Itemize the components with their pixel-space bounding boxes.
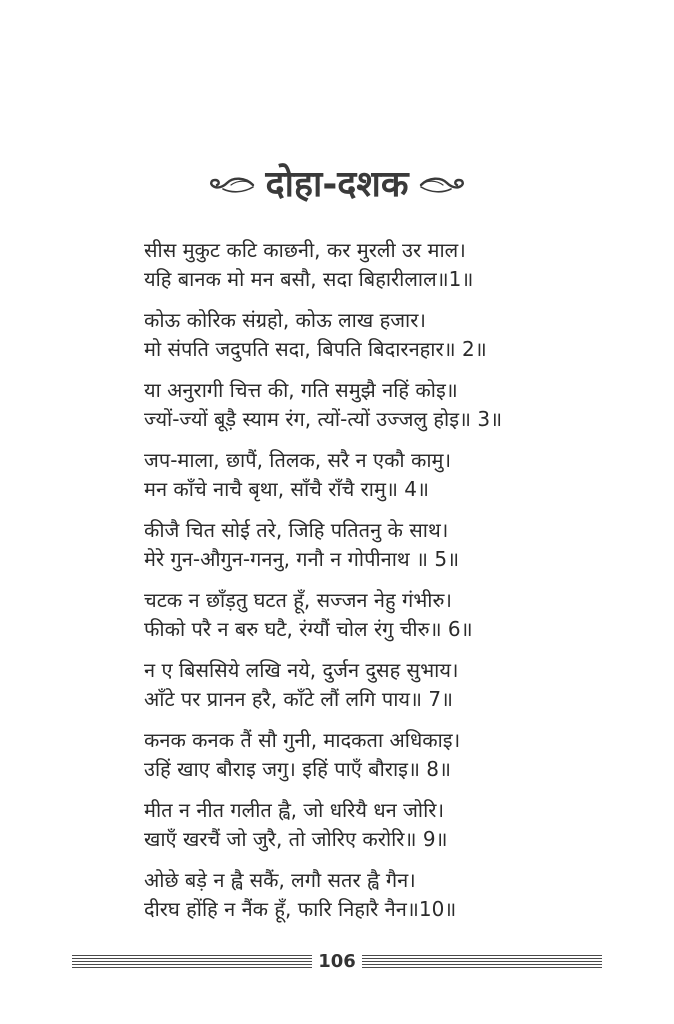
doha-line: दीरघ होंहि न नैंक हूँ, फारि निहारै नैन॥10॥ — [144, 897, 457, 921]
doha-line: फीको परै न बरु घटै, रंग्यौं चोल रंगु चीरु॥ 6॥ — [144, 617, 473, 641]
doha-7 — [144, 656, 624, 714]
doha-line: उहिं खाए बौराइ जगु। इहिं पाएँ बौराइ॥ 8॥ — [144, 757, 452, 781]
doha-line: आँटे पर प्रानन हरै, काँटे लौं लगि पाय॥ 7॥ — [144, 687, 454, 711]
doha-3 — [144, 376, 624, 434]
page-footer — [0, 950, 674, 974]
doha-line: मन काँचे नाचै बृथा, साँचै राँचै रामु॥ 4॥ — [144, 477, 429, 501]
doha-line: न ए बिससिये लखि नये, दुर्जन दुसह सुभाय। — [144, 658, 459, 682]
doha-9 — [144, 796, 624, 854]
doha-line: जप-माला, छापैं, तिलक, सरै न एकौ कामु। — [144, 448, 452, 472]
page-number: 106 — [318, 951, 356, 972]
doha-line: मीत न नीत गलीत ह्वै, जो धरियै धन जोरि। — [144, 798, 445, 822]
doha-line: ज्यों-ज्यों बूड़ै स्याम रंग, त्यों-त्यों उज्जलु होइ॥ 3॥ — [144, 407, 503, 431]
title-row — [0, 160, 674, 210]
doha-line: कनक कनक तैं सौ गुनी, मादकता अधिकाइ। — [144, 728, 461, 752]
doha-line: खाएँ खरचैं जो जुरै, तो जोरिए करोरि॥ 9॥ — [144, 827, 448, 851]
doha-line: ओछे बड़े न ह्वै सकैं, लगौ सतर ह्वै गैन। — [144, 868, 416, 892]
doha-line: चटक न छाँड़तु घटत हूँ, सज्जन नेहु गंभीरु। — [144, 588, 452, 612]
doha-line: कीजै चित सोई तरे, जिहि पतितनु के साथ। — [144, 518, 449, 542]
doha-line: यहि बानक मो मन बसौ, सदा बिहारीलाल॥1॥ — [144, 267, 474, 291]
doha-8 — [144, 726, 624, 784]
left-footer-rule — [72, 955, 312, 969]
doha-10 — [144, 866, 624, 924]
doha-line: सीस मुकुट कटि काछनी, कर मुरली उर माल। — [144, 238, 466, 262]
page-title: दोहा-दशक — [265, 164, 409, 205]
right-flourish-icon — [419, 173, 467, 197]
doha-line: कोऊ कोरिक संग्रहो, कोऊ लाख हजार। — [144, 308, 426, 332]
left-flourish-icon — [207, 173, 255, 197]
doha-list — [144, 236, 624, 936]
doha-1 — [144, 236, 624, 294]
doha-6 — [144, 586, 624, 644]
right-footer-rule — [362, 955, 602, 969]
doha-5 — [144, 516, 624, 574]
doha-line: मो संपति जदुपति सदा, बिपति बिदारनहार॥ 2॥ — [144, 337, 487, 361]
doha-4 — [144, 446, 624, 504]
doha-line: या अनुरागी चित्त की, गति समुझै नहिं कोइ॥ — [144, 378, 458, 402]
doha-line: मेरे गुन-औगुन-गननु, गनौ न गोपीनाथ ॥ 5॥ — [144, 547, 460, 571]
doha-2 — [144, 306, 624, 364]
